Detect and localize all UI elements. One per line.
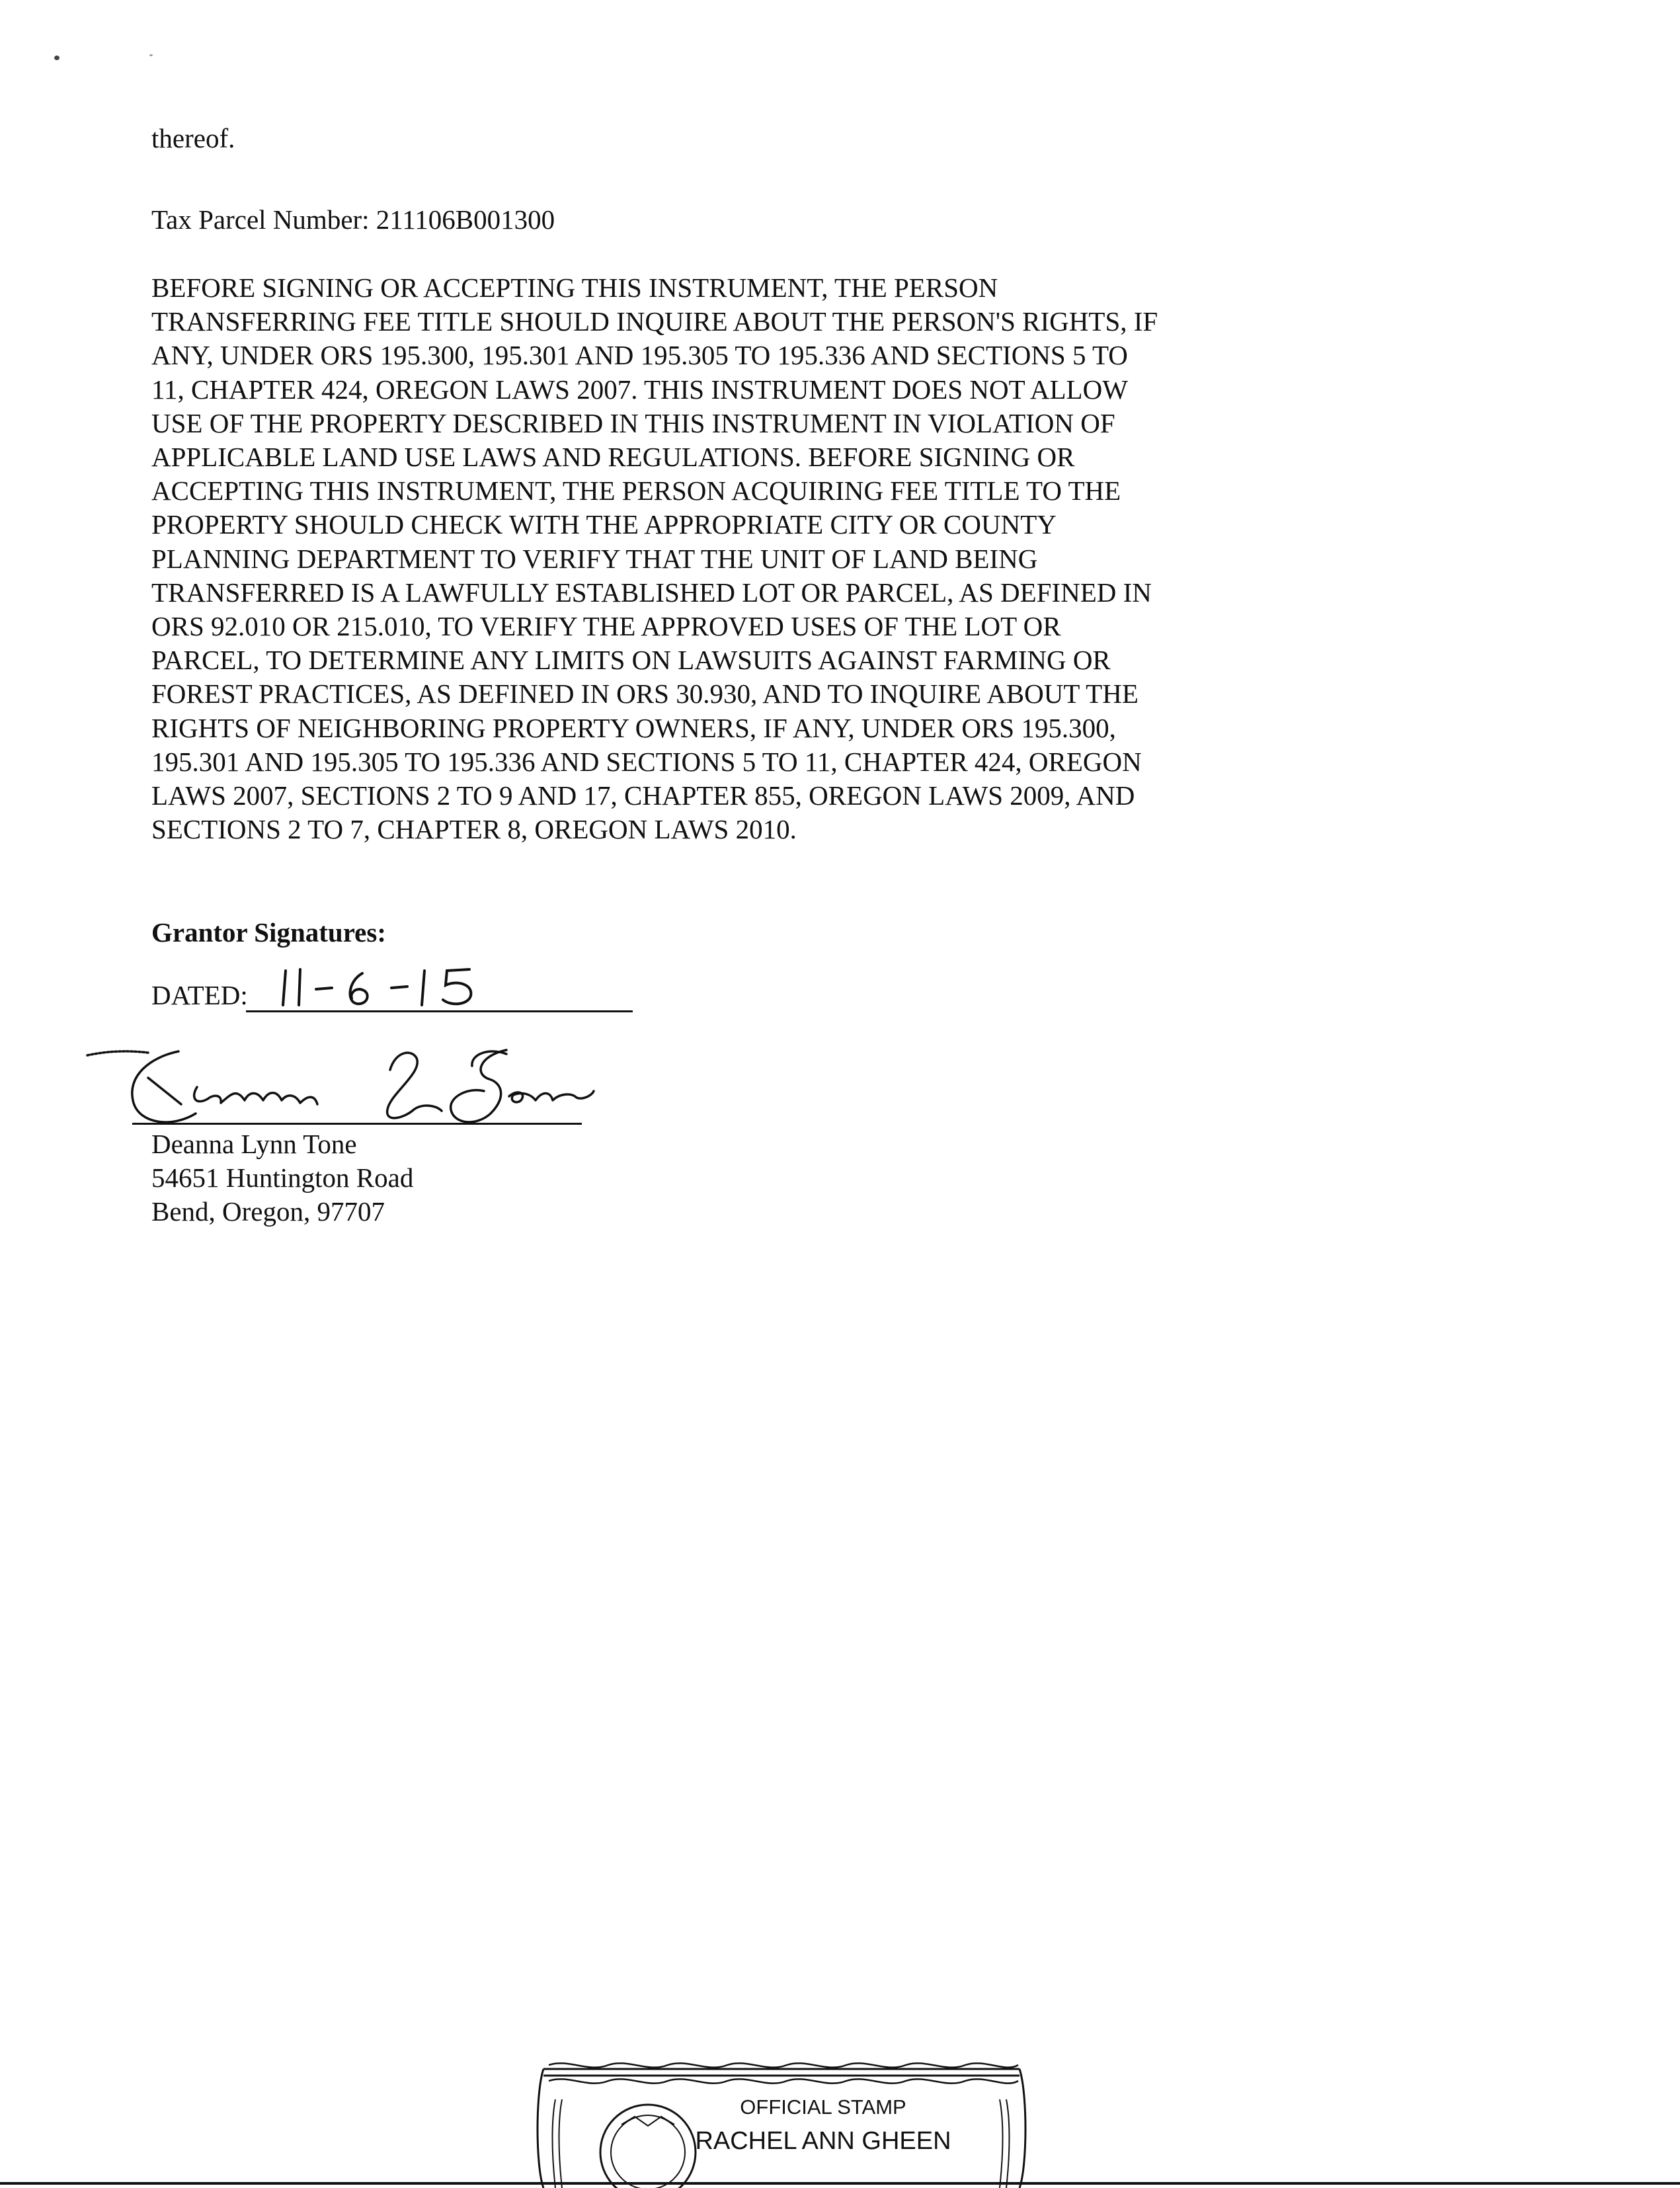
signer-address-city: Bend, Oregon, 97707 (151, 1196, 385, 1227)
stamp-name: RACHEL ANN GHEEN (695, 2127, 951, 2155)
tax-parcel-number: Tax Parcel Number: 211106B001300 (151, 204, 555, 235)
official-stamp (529, 2053, 1031, 2188)
stamp-heading: OFFICIAL STAMP (740, 2095, 906, 2119)
grantor-signatures-heading: Grantor Signatures: (151, 917, 386, 948)
scan-speck (54, 56, 60, 60)
legal-notice-line: RIGHTS OF NEIGHBORING PROPERTY OWNERS, IF ANY, UNDER ORS 195.300, (151, 712, 1116, 743)
legal-notice-line: PLANNING DEPARTMENT TO VERIFY THAT THE UNIT OF LAND BEING (151, 543, 1038, 574)
legal-notice-line: BEFORE SIGNING OR ACCEPTING THIS INSTRUMENT, THE PERSON (151, 272, 998, 303)
signer-address-street: 54651 Huntington Road (151, 1162, 414, 1193)
dated-label: DATED: (151, 980, 248, 1010)
legal-notice-line: USE OF THE PROPERTY DESCRIBED IN THIS INSTRUMENT IN VIOLATION OF (151, 407, 1115, 438)
legal-notice-line: SECTIONS 2 TO 7, CHAPTER 8, OREGON LAWS 2010. (151, 814, 797, 845)
legal-notice (151, 271, 1209, 846)
legal-notice-line: 195.301 AND 195.305 TO 195.336 AND SECTIONS 5 TO 11, CHAPTER 424, OREGON (151, 746, 1142, 777)
page-bottom-edge (0, 2182, 1680, 2185)
legal-notice-line: ACCEPTING THIS INSTRUMENT, THE PERSON ACQUIRING FEE TITLE TO THE (151, 475, 1121, 506)
legal-notice-line: ORS 92.010 OR 215.010, TO VERIFY THE APPROVED USES OF THE LOT OR (151, 611, 1061, 642)
handwritten-date (278, 964, 502, 1017)
legal-notice-line: PARCEL, TO DETERMINE ANY LIMITS ON LAWSUITS AGAINST FARMING OR (151, 645, 1111, 676)
legal-notice-line: TRANSFERRING FEE TITLE SHOULD INQUIRE ABOUT THE PERSON'S RIGHTS, IF (151, 306, 1158, 337)
signer-name: Deanna Lynn Tone (151, 1129, 357, 1159)
legal-notice-line: LAWS 2007, SECTIONS 2 TO 9 AND 17, CHAPTER 855, OREGON LAWS 2009, AND (151, 780, 1135, 811)
legal-notice-line: FOREST PRACTICES, AS DEFINED IN ORS 30.930, AND TO INQUIRE ABOUT THE (151, 678, 1139, 709)
legal-notice-line: APPLICABLE LAND USE LAWS AND REGULATIONS. BEFORE SIGNING OR (151, 442, 1075, 473)
legal-notice-line: ANY, UNDER ORS 195.300, 195.301 AND 195.305 TO 195.336 AND SECTIONS 5 TO (151, 340, 1128, 371)
legal-notice-line: PROPERTY SHOULD CHECK WITH THE APPROPRIATE CITY OR COUNTY (151, 509, 1057, 540)
signature-line (132, 1123, 582, 1125)
scan-speck (149, 54, 153, 56)
top-fragment-text: thereof. (151, 123, 235, 153)
legal-notice-line: 11, CHAPTER 424, OREGON LAWS 2007. THIS INSTRUMENT DOES NOT ALLOW (151, 374, 1128, 405)
legal-notice-line: TRANSFERRED IS A LAWFULLY ESTABLISHED LOT OR PARCEL, AS DEFINED IN (151, 577, 1152, 608)
